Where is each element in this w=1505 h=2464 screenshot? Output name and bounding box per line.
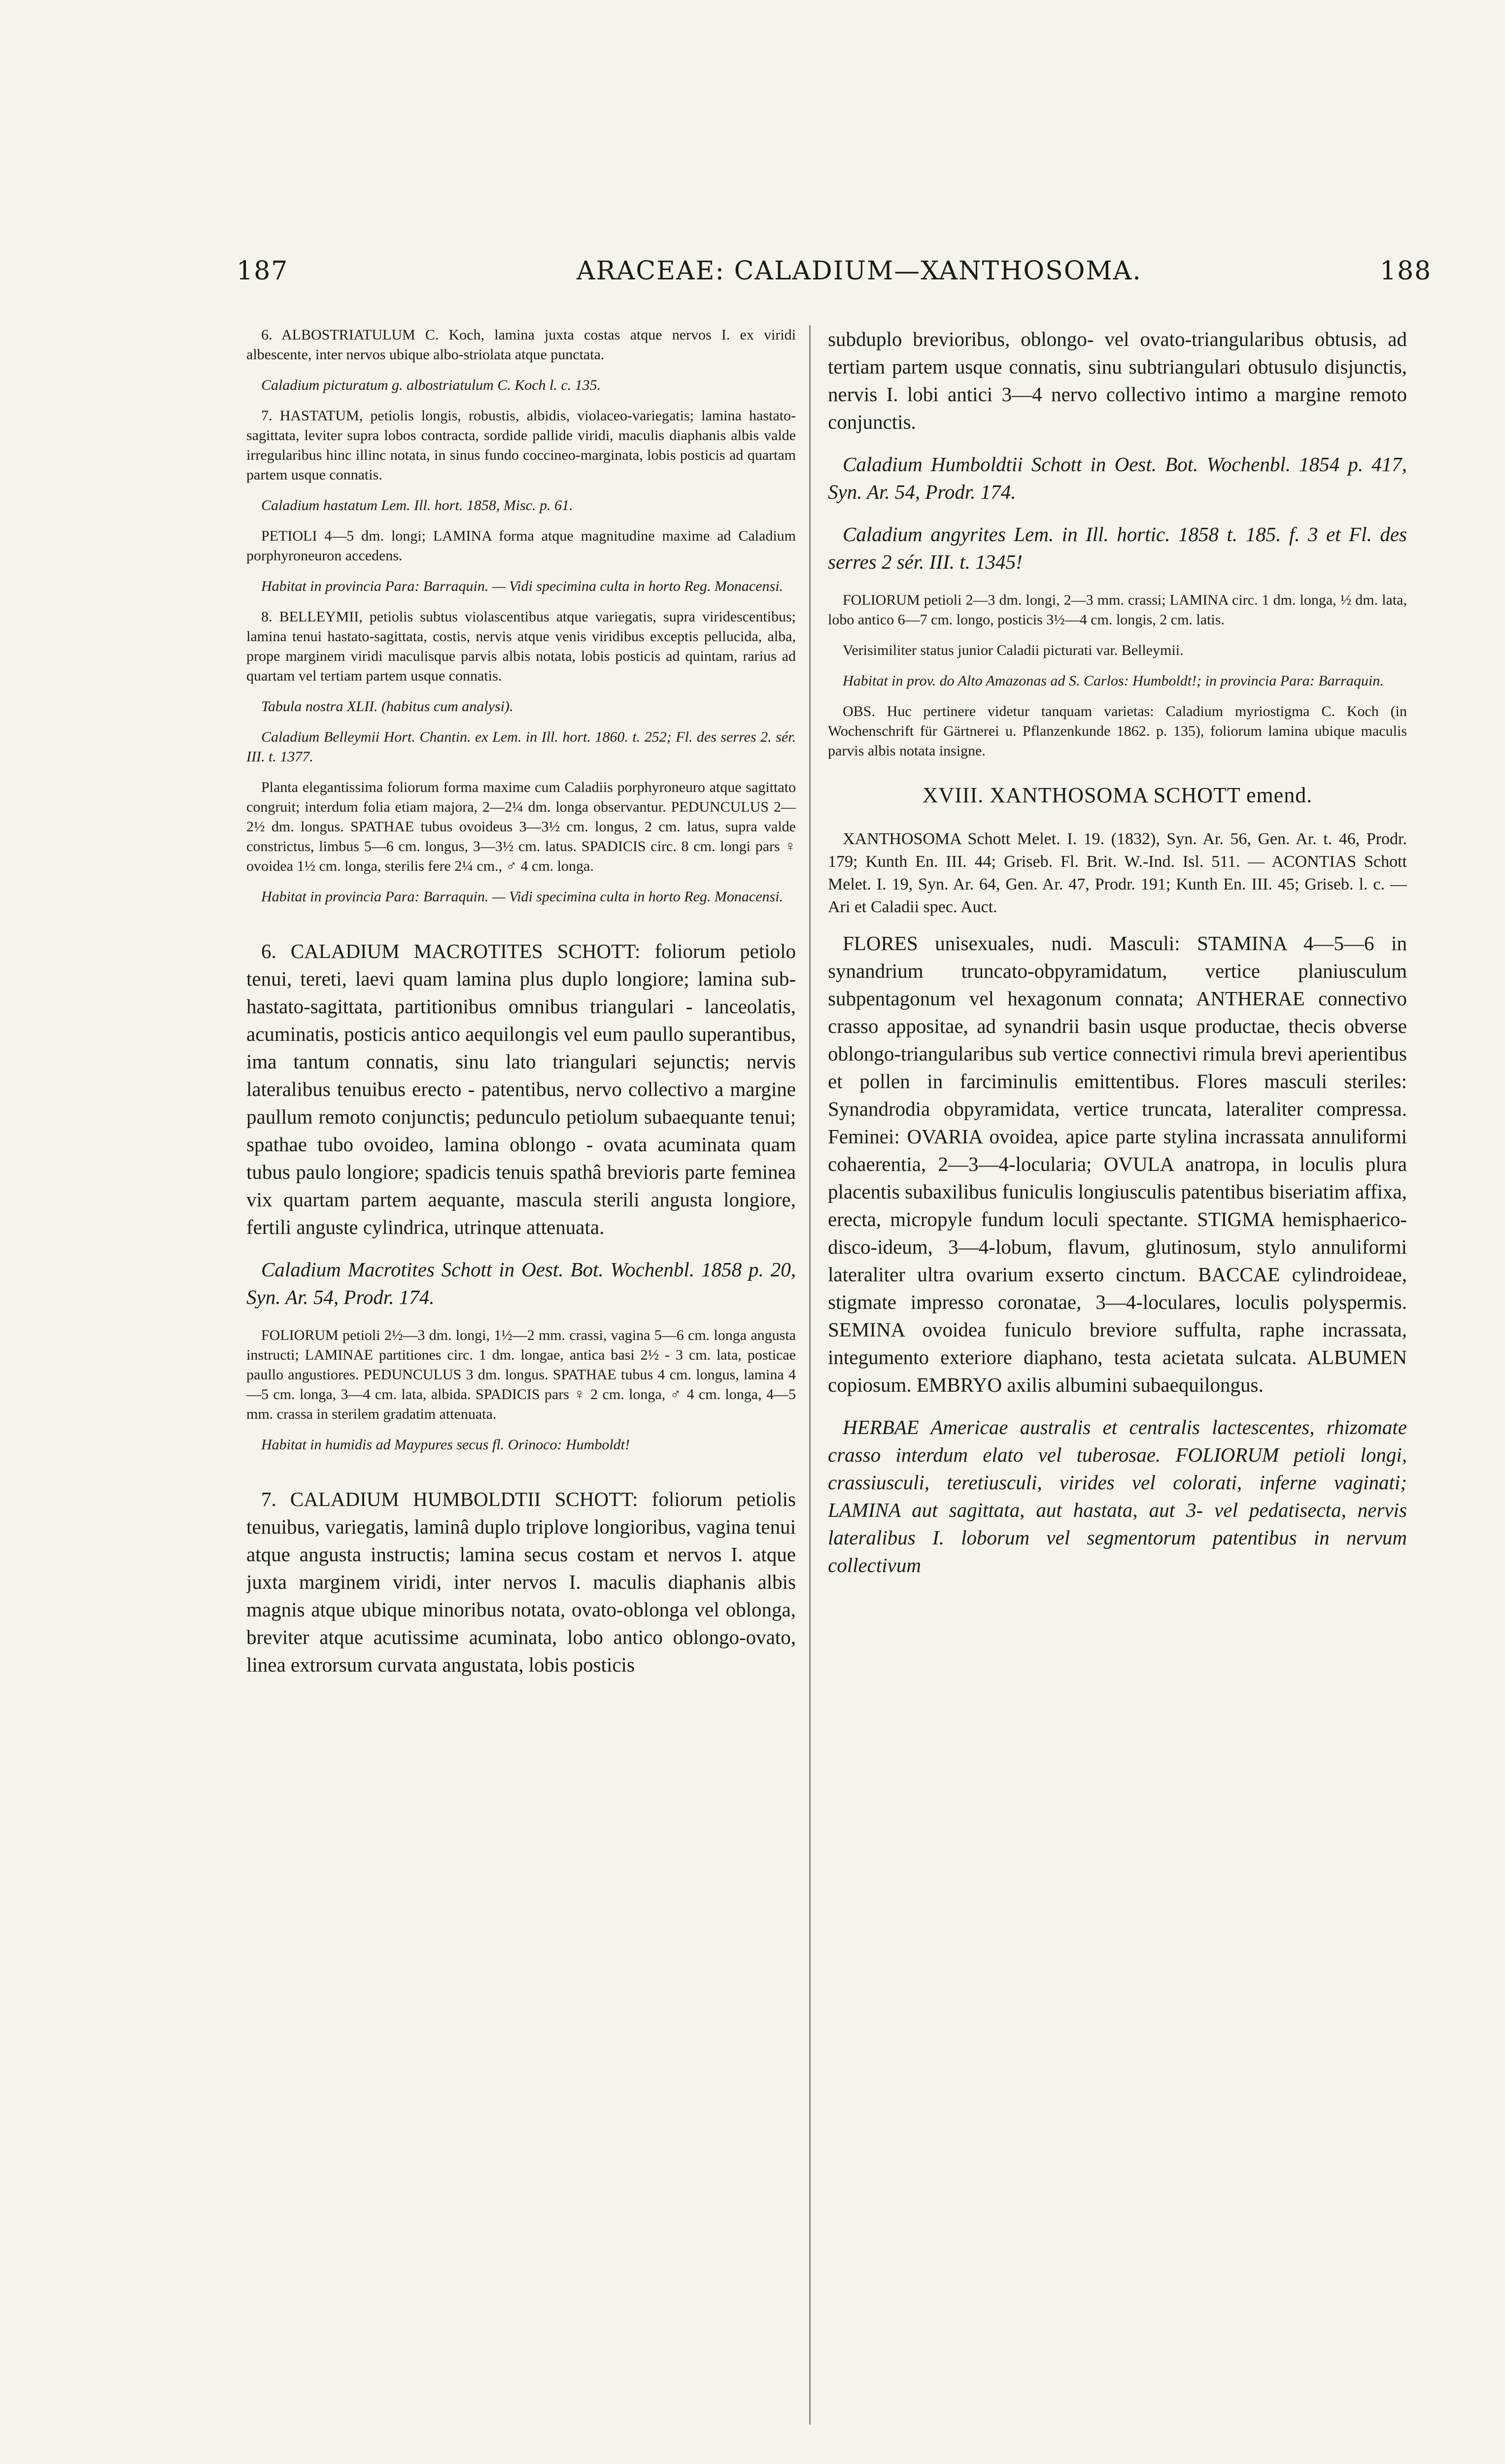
species-reference: Caladium Macrotites Schott in Oest. Bot. Wochenbl. 1858 p. 20, Syn. Ar. 54, Prodr. 174. xyxy=(246,1258,796,1308)
right-column xyxy=(828,325,1407,2425)
genus-herbs: HERBAE Americae australis et centralis lactescentes, rhizomate crasso interdum elato vel tuberosae. FOLIORUM petioli longi, crassiusculi, teretiusculi, virides vel colorati, inferne vaginati; LAMINA aut sagittata, aut hastata, aut 3- vel pedatisecta, nervis lateralibus I. loborum vel segmentorum patentibus in nervum collectivum xyxy=(828,1416,1407,1576)
page-number-left: 187 xyxy=(237,256,289,286)
species-humboldtii: 7. CALADIUM HUMBOLDTII SCHOTT: foliorum petiolis tenuibus, variegatis, laminâ duplo triplove longioribus, vagina tenui atque angusta instructis; lamina secus costam et nervos I. atque juxta marginem viridi, inter nervos I. maculis diaphanis albis magnis atque ubique minoribus notata, ovato-oblonga vel oblonga, breviter atque acutissime acuminata, lobo antico oblongo-ovato, linea extrorsum curvata angustata, lobis posticis xyxy=(246,1488,796,1676)
species-description: FOLIORUM petioli 2½—3 dm. longi, 1½—2 mm. crassi, vagina 5—6 cm. longa angusta instructi; LAMINAE partitiones circ. 1 dm. longae, antica basi 2½ - 3 cm. lata, posticae paullo angustiores. PEDUNCULUS 3 dm. longus. SPATHAE tubus 4 cm. longus, lamina 4—5 cm. longa, 3—4 cm. lata, albida. SPADICIS pars ♀ 2 cm. longa, ♂ 4 cm. longa, 4—5 mm. crassa in sterilem gradatim attenuata. xyxy=(246,1327,796,1422)
reference: Caladium angyrites Lem. in Ill. hortic. 1858 t. 185. f. 3 et Fl. des serres 2 sér. III. t. 1345! xyxy=(828,523,1407,573)
species-macrotites: 6. CALADIUM MACROTITES SCHOTT: foliorum petiolo tenui, tereti, laevi quam lamina plus duplo longiore; lamina sub-hastato-sagittata, partitionibus omnibus triangulari - lanceolatis, acuminatis, posticis antico aequilongis vel eum paullo superantibus, ima tantum connatis, sinu lato triangulari sejunctis; nervis lateralibus tenuibus erecto - patentibus, nervo collectivo a margine paullum remoto conjunctis; pedunculo petiolum subaequante tenui; spathae tubo ovoideo, lamina oblongo - ovata acuminata quam tubus paulo longiore; spadicis tenuis spathâ brevioris parte feminea vix quartam partem aequante, mascula sterili angusta longiore, fertili anguste cylindrica, utrinque attenuata. xyxy=(246,940,796,1238)
description: PETIOLI 4—5 dm. longi; LAMINA forma atque magnitudine maxime ad Caladium porphyroneuron accedens. xyxy=(246,528,796,564)
reference: Caladium Belleymii Hort. Chantin. ex Lem. in Ill. hort. 1860. t. 252; Fl. des serres 2. sér. III. t. 1377. xyxy=(246,729,796,765)
genus-flowers: FLORES unisexuales, nudi. Masculi: STAMINA 4—5—6 in synandrium truncato-obpyramidatum, vertice planiusculum subpentagonum vel hexagonum connata; ANTHERAE connectivo crasso appositae, ad synandrii basin usque productae, thecis obverse oblongo-triangularibus sub vertice connectivi rimula brevi aperientibus et pollen in farciminulis emittentibus. Flores masculi steriles: Synandrodia obpyramidata, vertice truncata, lateraliter compressa. Feminei: OVARIA ovoidea, apice parte stylina incrassata annuliformi cohaerentia, 2—3—4-locularia; OVULA anatropa, in loculis plura placentis subaxilibus funiculis longiusculis patentibus biseriatim affixa, erecta, micropyle fundum loculi spectante. STIGMA hemisphaerico-disco-ideum, 3—4-lobum, flavum, glutinosum, stylo annuliformi lateraliter ultra ovarium exserto cinctum. BACCAE cylindroideae, stigmate impresso coronatae, 3—4-loculares, loculis polyspermis. SEMINA ovoidea funiculo breviore suffulta, raphe incrassata, integumento exteriore diaphano, testa acietata sulcata. ALBUMEN copiosum. EMBRYO axilis albumini subaequilongus. xyxy=(828,932,1407,1396)
left-column xyxy=(246,325,796,2425)
species-humboldtii-continued: subduplo brevioribus, oblongo- vel ovato-triangularibus obtusis, ad tertiam partem usque connatis, sinu subtriangulari obtusulo disjunctis, nervis I. lobi antici 3—4 nervo collectivo intimo a margine remoto conjunctis. xyxy=(828,328,1407,433)
habitat: Habitat in provincia Para: Barraquin. — Vidi specimina culta in horto Reg. Monacensi. xyxy=(261,889,784,905)
description: Planta elegantissima foliorum forma maxime cum Caladiis porphyroneuro atque sagittato congruit; interdum folia etiam majora, 2—2¼ dm. longa observantur. PEDUNCULUS 2—2½ dm. longus. SPATHAE tubus ovoideus 3—3½ cm. longus, 2 cm. latus, supra valde constrictus, limbus 5—6 cm. longus, 3—3½ cm. latus. SPADICIS circ. 8 cm. longi pars ♀ ovoidea 1½ cm. longa, sterilis fere 2¼ cm., ♂ 4 cm. longa. xyxy=(246,779,796,874)
running-head: ARACEAE: CALADIUM—XANTHOSOMA. xyxy=(577,256,1142,286)
variety-hastatum: 7. HASTATUM, petiolis longis, robustis, albidis, violaceo-variegatis; lamina hastato-sagittata, leviter supra lobos contracta, sordide pallide viridi, maculis diaphanis albis valde irregularibus hinc illinc notata, in sinus fundo coccineo-marginata, lobis posticis ad quartam partem usque connatis. xyxy=(246,408,796,483)
page-number-right: 188 xyxy=(1380,256,1432,286)
reference: Caladium picturatum g. albostriatulum C. Koch l. c. 135. xyxy=(261,377,601,393)
variety-belleymii: 8. BELLEYMII, petiolis subtus violascentibus atque variegatis, supra viridescentibus; lamina tenui hastato-sagittata, costis, nervis atque venis viridibus exceptis pellucida, alba, prope marginem viridi maculisque parvis albis notata, lobis posticis ad quintam, rarius ad quartam vel tertiam partem usque connatis. xyxy=(246,609,796,684)
description: FOLIORUM petioli 2—3 dm. longi, 2—3 mm. crassi; LAMINA circ. 1 dm. longa, ½ dm. lata, lobo antico 6—7 cm. longo, posticis 3½—4 cm. longis, 2 cm. latis. xyxy=(828,592,1407,628)
reference: Caladium Humboldtii Schott in Oest. Bot. Wochenbl. 1854 p. 417, Syn. Ar. 54, Prodr. 174. xyxy=(828,453,1407,503)
habitat: Habitat in humidis ad Maypures secus fl. Orinoco: Humboldt! xyxy=(261,1437,630,1453)
reference: Caladium hastatum Lem. Ill. hort. 1858, Misc. p. 61. xyxy=(261,497,573,513)
habitat: Habitat in provincia Para: Barraquin. — Vidi specimina culta in horto Reg. Monacensi. xyxy=(261,578,784,594)
observation: OBS. Huc pertinere videtur tanquam varietas: Caladium myriostigma C. Koch (in Wochenschrift für Gärtnerei u. Pflanzenkunde 1862. p. 135), foliorum lamina ubique maculis parvis albis notata insigne. xyxy=(828,703,1407,759)
plate-reference: Tabula nostra XLII. (habitus cum analysi). xyxy=(261,698,513,715)
note: Verisimiliter status junior Caladii picturati var. Belleymii. xyxy=(843,642,1184,658)
genus-heading: XVIII. XANTHOSOMA SCHOTT emend. xyxy=(922,783,1313,807)
column-divider xyxy=(809,325,811,2425)
habitat: Habitat in prov. do Alto Amazonas ad S. Carlos: Humboldt!; in provincia Para: Barraquin. xyxy=(843,673,1384,689)
genus-synonymy: XANTHOSOMA Schott Melet. I. 19. (1832), Syn. Ar. 56, Gen. Ar. t. 46, Prodr. 179; Kunth En. III. 44; Griseb. Fl. Brit. W.-Ind. Isl. 511. — ACONTIAS Schott Melet. I. 19, Syn. Ar. 64, Gen. Ar. 47, Prodr. 191; Kunth En. III. 45; Griseb. l. c. — Ari et Caladii spec. Auct. xyxy=(828,830,1407,916)
variety-albostriatulum: 6. ALBOSTRIATULUM C. Koch, lamina juxta costas atque nervos I. ex viridi albescente, inter nervos ubique albo-striolata atque punctata. xyxy=(246,327,796,363)
